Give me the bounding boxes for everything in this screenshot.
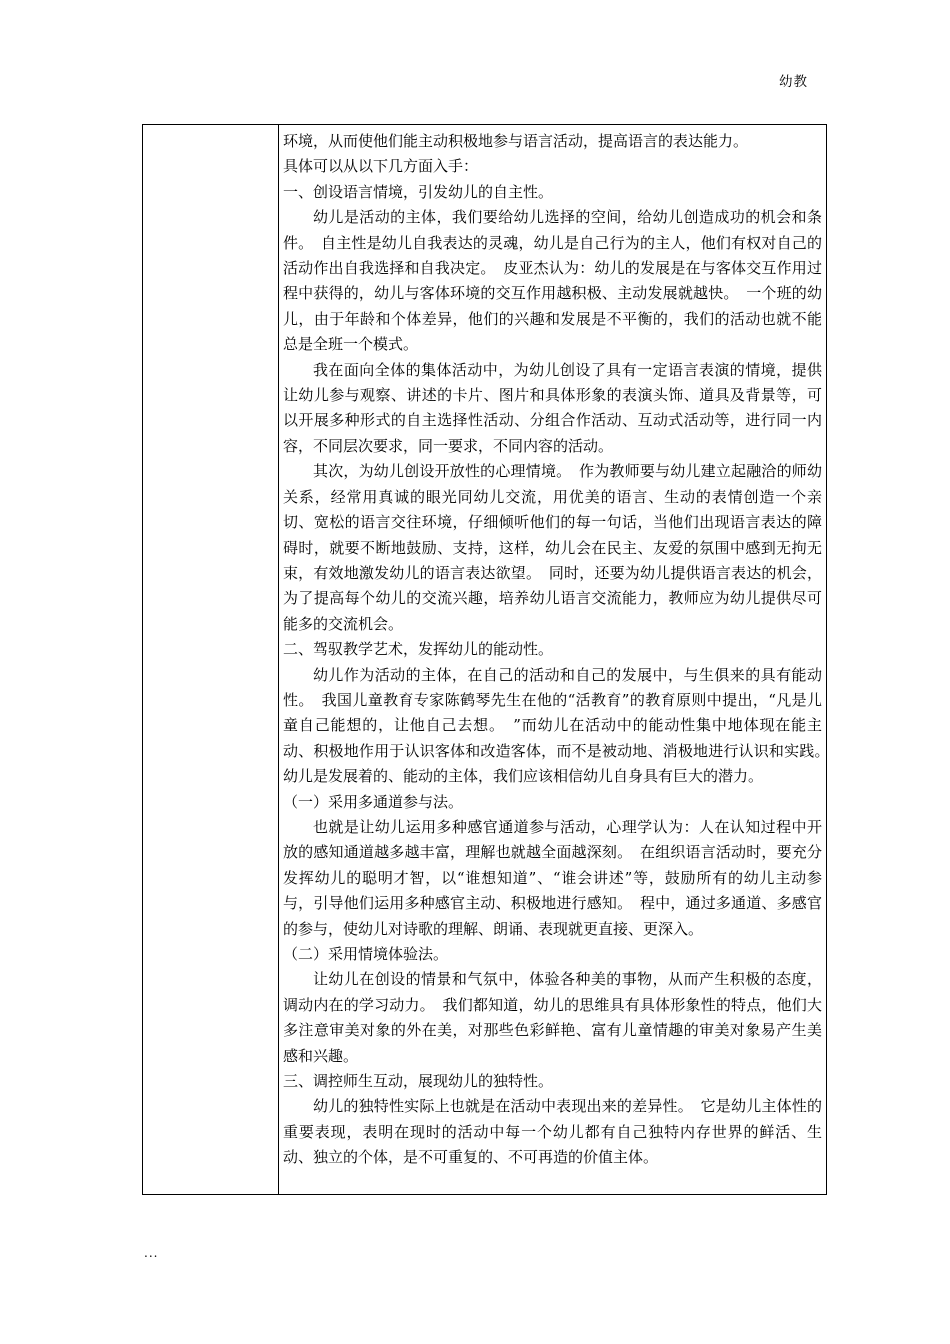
- paragraph: 幼儿是活动的主体，我们要给幼儿选择的空间，给幼儿创造成功的机会和条件。 自主性是幼儿自我表达的灵魂，幼儿是自己行为的主人，他们有权对自己的活动作出自我选择和自我决定。 皮亚杰认为：幼儿的发展是在与客体交互作用过程中获得的，幼儿与客体环境的交互作用越积极、主动发展就越快。 一个班的幼儿，由于年龄和个体差异，他们的兴趣和发展是不平衡的，我们的活动也就不能总是全班一个模式。: [283, 208, 822, 354]
- table-left-cell: [143, 125, 279, 1194]
- paragraph: 幼儿作为活动的主体，在自己的活动和自己的发展中，与生俱来的具有能动性。 我国儿童教育专家陈鹤琴先生在他的“活教育”的教育原则中提出，“凡是儿童自己能想的，让他自己去想。 ”而幼儿在活动中的能动性集中地体现在能主动、积极地作用于认识客体和改造客体，而不是被动地、消极地进行认识和实践。 幼儿是发展着的、能动的主体，我们应该相信幼儿自身具有巨大的潜力。: [283, 665, 838, 786]
- paragraph: 让幼儿在创设的情景和气氛中，体验各种美的事物，从而产生积极的态度，调动内在的学习动力。 我们都知道，幼儿的思维具有具体形象性的特点，他们大多注意审美对象的外在美，对那些色彩鲜艳、富有儿童情趣的审美对象易产生美感和兴趣。: [283, 970, 822, 1065]
- paragraph: 具体可以从以下几方面入手：: [283, 157, 479, 176]
- section-heading: 三、调控师生互动，展现幼儿的独特性。: [283, 1072, 554, 1091]
- paragraph: 也就是让幼儿运用多种感官通道参与活动，心理学认为：人在认知过程中开放的感知通道越多越丰富，理解也就越全面越深刻。 在组织语言活动时，要充分发挥幼儿的聪明才智，以“谁想知道”、“谁会讲述”等，鼓励所有的幼儿主动参与，引导他们运用多种感官主动、积极地进行感知。 程中，通过多通道、多感官的参与，使幼儿对诗歌的理解、朗诵、表现就更直接、更深入。: [283, 817, 822, 938]
- paragraph: 幼儿的独特性实际上也就是在活动中表现出来的差异性。 它是幼儿主体性的重要表现，表明在现时的活动中每一个幼儿都有自己独特内存世界的鲜活、生动、独立的个体，是不可重复的、不可再造的价值主体。: [283, 1097, 822, 1167]
- paragraph: 我在面向全体的集体活动中，为幼儿创设了具有一定语言表演的情境，提供让幼儿参与观察、讲述的卡片、图片和具体形象的表演头饰、道具及背景等，可以开展多种形式的自主选择性活动、分组合作活动、互动式活动等，进行同一内容，不同层次要求，同一要求，不同内容的活动。: [283, 360, 822, 455]
- content-table: [142, 124, 838, 1195]
- paragraph: 其次，为幼儿创设开放性的心理情境。 作为教师要与幼儿建立起融洽的师幼关系，经常用真诚的眼光同幼儿交流，用优美的语言、生动的表情创造一个亲切、宽松的语言交往环境，仔细倾听他们的每一句话，当他们出现语言表达的障碍时，就要不断地鼓励、支持，这样，幼儿会在民主、友爱的氛围中感到无拘无束，有效地激发幼儿的语言表达欲望。 同时，还要为幼儿提供语言表达的机会，为了提高每个幼儿的交流兴趣，培养幼儿语言交流能力，教师应为幼儿提供尽可能多的交流机会。: [283, 462, 822, 633]
- paragraph: 环境，从而使他们能主动积极地参与语言活动，提高语言的表达能力。: [283, 132, 749, 150]
- page-header: 幼教: [779, 74, 808, 90]
- page-footer: ...: [144, 1246, 159, 1260]
- subsection-heading: （二）采用情境体验法。: [283, 945, 449, 963]
- table-right-cell: [281, 125, 838, 1194]
- section-heading: 一、创设语言情境，引发幼儿的自主性。: [283, 182, 554, 201]
- subsection-heading: （一）采用多通道参与法。: [283, 792, 464, 811]
- section-heading: 二、驾驭教学艺术，发挥幼儿的能动性。: [283, 640, 554, 659]
